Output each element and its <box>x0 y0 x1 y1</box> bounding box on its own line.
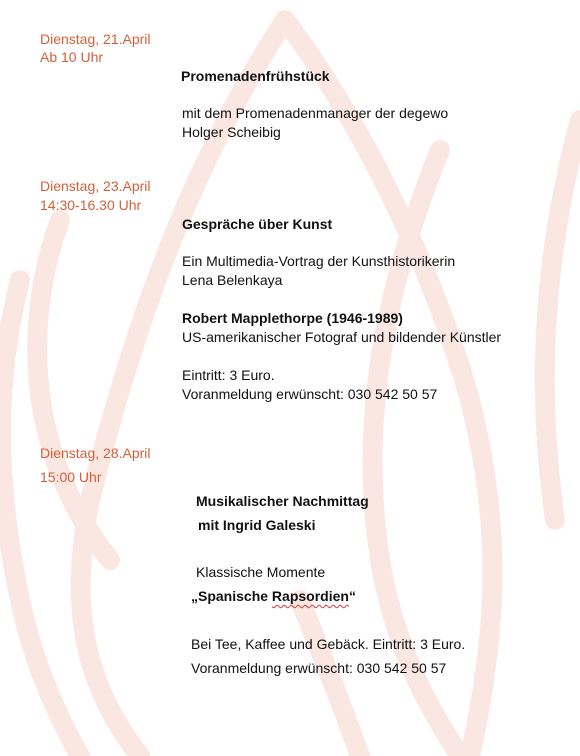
event-time: 15:00 Uhr <box>40 469 102 485</box>
event-description-line: Klassische Momente <box>196 564 326 580</box>
event-description-line: mit dem Promenadenmanager der degewo <box>182 105 449 121</box>
program-title-end: “ <box>348 588 356 604</box>
event-title: Musikalischer Nachmittag <box>196 493 369 509</box>
event-subject: Robert Mapplethorpe (1946-1989) <box>182 310 403 326</box>
event-subject-description: US-amerikanischer Fotograf und bildender Künstler <box>182 329 502 345</box>
event-description-line: Holger Scheibig <box>182 124 281 140</box>
event-date: Dienstag, 21.April <box>40 31 151 47</box>
event-time: Ab 10 Uhr <box>40 49 104 65</box>
event-title: Promenadenfrühstück <box>181 68 330 84</box>
event-title-line-2: mit Ingrid Galeski <box>198 517 316 533</box>
event-time: 14:30-16.30 Uhr <box>40 197 142 213</box>
event-entry-fee: Eintritt: 3 Euro. <box>182 367 275 383</box>
background-arc <box>545 120 580 520</box>
event-entry-fee: Bei Tee, Kaffee und Gebäck. Eintritt: 3 Euro. <box>191 636 466 652</box>
event-registration: Voranmeldung erwünscht: 030 542 50 57 <box>182 386 438 402</box>
event-description-line: Ein Multimedia-Vortrag der Kunsthistorikerin <box>182 253 456 269</box>
background-arc <box>37 220 110 560</box>
background-arc <box>300 600 360 756</box>
event-registration: Voranmeldung erwünscht: 030 542 50 57 <box>191 660 447 676</box>
event-date: Dienstag, 23.April <box>40 178 151 194</box>
event-date: Dienstag, 28.April <box>40 445 151 461</box>
program-title-start: „Spanische <box>191 588 272 604</box>
event-title: Gespräche über Kunst <box>182 216 333 232</box>
program-title-misspelled-word: Rapsordien <box>271 588 349 604</box>
event-program-title <box>191 587 356 606</box>
event-description-line: Lena Belenkaya <box>182 272 283 288</box>
